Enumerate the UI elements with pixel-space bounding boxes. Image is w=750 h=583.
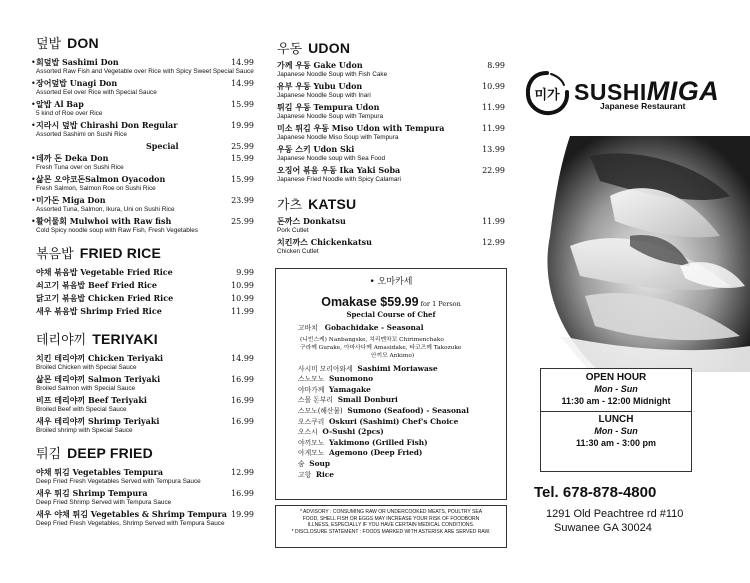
item-name: 비프 테리야끼 Beef Teriyaki [36,395,147,405]
don-section-title [36,33,262,53]
teriyaki-list [0,353,262,435]
menu-item [31,120,256,139]
open-hour-days: Mon - Sun [594,384,638,394]
item-bullet: • [31,175,36,184]
open-hour-heading: OPEN HOUR [585,372,647,383]
item-name: 가께 우동 Gake Udon [277,60,363,70]
item-name: 새우 야채 튀김 Vegetables & Shrimp Tempura [36,509,227,519]
omakase-course-list [298,323,503,480]
item-bullet: • [31,79,36,88]
omakase-course-row [298,374,503,385]
logo-mark-text: 미가 [534,88,560,103]
item-price: 16.99 [231,417,254,426]
item-price: 19.99 [231,510,254,519]
item-description: Japanese Fried Noodle with Spicy Calamari [277,176,401,183]
course-korean: 야마가께 [298,385,325,394]
fried-list [0,467,262,528]
course-english: Sunomono [328,374,374,384]
menu-item [31,78,256,97]
item-description: Japanese Noodle Soup with Tempura [277,113,384,120]
teriyaki-title-korean: 테리야끼 [36,333,87,348]
menu-item [277,165,507,184]
item-name: 지라시 덮밥 Chirashi Don Regular [36,120,178,130]
menu-item [277,216,507,235]
omakase-course-row [298,448,503,459]
omakase-heading: • 오마카세 [369,277,413,287]
advisory-line-3: ILLNESS, ESPECIALLY IF YOU HAVE CERTAIN MEDICAL CONDITIONS. [307,522,475,529]
advisory-box [275,505,507,548]
course-korean: 스몰 돈부리 [298,396,333,405]
menu-item [36,467,256,486]
special-price: 25.99 [231,142,254,151]
menu-item [36,267,256,278]
course-english: Yakimono (Grilled Fish) [328,437,428,447]
course-english: Sumono (Seafood) - Seasonal [347,405,469,415]
item-price: 16.99 [231,489,254,498]
course-english: Sashimi Moriawase [357,363,438,373]
left-menu-column [0,0,262,530]
teriyaki-section-title [36,329,262,349]
item-description: Fresh Salmon, Salmon Roe on Sushi Rice [36,185,156,192]
menu-item [277,60,507,79]
item-description: Broiled Beef with Special Sauce [36,406,127,413]
fried-title-english: DEEP FRIED [67,445,153,461]
menu-item [36,509,256,528]
item-price: 15.99 [231,175,254,184]
course-korean: 숨 [298,459,305,468]
course-english: Gobachidake - Seasonal [324,323,424,332]
course-korean: 야끼모노 [298,438,325,447]
course-korean: 스노모노 [298,375,325,384]
item-name: 삶몬 오야코돈Salmon Oyacodon [36,174,166,184]
item-description: Deep Fried Shrimp Served with Tempura Sauce [36,499,172,506]
item-description: Assorted Tuna, Salmon, Ikura, Uni on Sushi Rice [36,206,175,213]
item-name: 알밥 Al Bap [36,99,84,109]
item-price: 9.99 [236,268,254,277]
menu-item [277,123,507,142]
item-description: Japanese Noodle Soup with Fish Cake [277,71,388,78]
item-name: 치킨 테리야끼 Chicken Teriyaki [36,353,164,363]
fried-section-title [36,443,262,463]
item-price: 11.99 [482,103,505,112]
item-name: 장어덮밥 Unagi Don [36,78,118,88]
item-price: 10.99 [231,294,254,303]
item-price: 25.99 [231,217,254,226]
omakase-course-row [298,438,503,449]
item-description: Japanese Noodle soup with Sea Food [277,155,386,162]
udon-section-title [277,38,515,58]
menu-item [31,153,256,172]
omakase-course-row [298,364,503,375]
item-bullet: • [31,154,36,163]
menu-item [31,195,256,214]
menu-item [36,395,256,414]
course-english: Agemono (Deep Fried) [328,448,423,458]
item-name: 야채 튀김 Vegetables Tempura [36,467,164,477]
right-info-column [520,0,750,583]
menu-item [277,144,507,163]
lunch-days: Mon - Sun [594,426,638,436]
item-name: 미소 튀김 우동 Miso Udon with Tempura [277,123,445,133]
omakase-course-row [298,395,503,406]
don-list [0,57,262,139]
menu-item [31,57,256,76]
item-price: 16.99 [231,396,254,405]
item-description: Japanese Noodle Soup with Inari [277,92,371,99]
menu-item [31,174,256,193]
menu-item [277,81,507,100]
omakase-detail-1: (니빈스케) Nanbangske, 치리멘차꼬 Chirimenchako [300,336,444,343]
item-price: 19.99 [231,121,254,130]
omakase-course-row [298,406,503,417]
item-price: 16.99 [231,375,254,384]
item-name: 오징어 볶음 우동 Ika Yaki Soba [277,165,401,175]
omakase-course-row [298,323,503,334]
katsu-title-korean: 가츠 [277,198,303,213]
open-hour-time: 11:30 am - 12:00 Midnight [561,396,671,406]
item-bullet: • [31,121,36,130]
menu-item [31,216,256,235]
omakase-course-row [298,385,503,396]
item-name: 데까 돈 Deka Don [36,153,109,163]
course-korean: 고항 [298,470,312,479]
item-name: 유부 우동 Yubu Udon [277,81,363,91]
udon-title-korean: 우동 [277,42,303,57]
course-korean: 오스시 [298,428,318,437]
item-description: Chicken Cutlet [277,248,319,255]
item-name: 새우 튀김 Shrimp Tempura [36,488,148,498]
omakase-course-row [298,417,503,428]
omakase-detail-3: 안끼모 Ankimo) [370,352,415,359]
item-name: 미가돈 Miga Don [36,195,106,205]
menu-item [36,306,256,317]
item-price: 8.99 [487,61,505,70]
course-english: Small Donburi [337,395,398,405]
item-price: 11.99 [482,124,505,133]
fried-title-korean: 튀김 [36,447,62,462]
lunch-heading: LUNCH [598,414,634,425]
omakase-course-row [298,427,503,438]
telephone: Tel. 678-878-4800 [534,484,657,501]
chirashi-special [36,141,256,153]
item-price: 13.99 [482,145,505,154]
item-name: 튀김 우동 Tempura Udon [277,102,380,112]
address-line-2: Suwanee GA 30024 [554,522,652,534]
item-price: 22.99 [482,166,505,175]
special-label: Special [146,141,179,151]
item-name: 야채 볶음밥 Vegetable Fried Rice [36,267,173,277]
item-name: 삶몬 테리야끼 Salmon Teriyaki [36,374,161,384]
item-price: 10.99 [482,82,505,91]
omakase-per-person: for 1 Person [418,300,461,308]
advisory-line-2: FOOD, SHELL FISH OR EGGS MAY INCREASE YOUR RISK OF FOODBORN [302,515,480,522]
course-english: O-Sushi (2pcs) [322,427,384,437]
teriyaki-title-english: TERIYAKI [92,331,158,347]
item-price: 23.99 [231,196,254,205]
restaurant-logo [520,66,750,126]
menu-item [36,488,256,507]
logo-sushi: SUSHI [574,79,647,105]
logo-subtitle: Japanese Restaurant [600,101,686,111]
item-bullet: • [31,196,36,205]
item-name: 우동 스키 Udon Ski [277,144,355,154]
item-price: 11.99 [482,217,505,226]
item-price: 11.99 [231,307,254,316]
udon-list [265,60,515,184]
item-bullet: • [31,100,36,109]
omakase-course-row [298,470,503,481]
katsu-list [265,216,515,256]
item-price: 14.99 [231,354,254,363]
item-description: Broiled shrimp with Special Sauce [36,427,133,434]
lunch-time: 11:30 am - 3:00 pm [575,438,657,448]
omakase-subtitle: Special Course of Chef [346,310,436,319]
item-description: Broiled Chicken with Special Sauce [36,364,137,371]
item-price: 14.99 [231,58,254,67]
item-name: 새우 볶음밥 Shrimp Fried Rice [36,306,162,316]
item-description: Assorted Sashimi on Sushi Rice [36,131,127,138]
item-description: Assorted Raw Fish and Vegetable over Rice with Spicy Sweet Special Sauce [36,68,254,75]
item-price: 12.99 [231,468,254,477]
menu-item [36,293,256,304]
course-korean: 아게모노 [298,449,325,458]
item-name: 쇠고기 볶음밥 Beef Fried Rice [36,280,158,290]
item-description: Assorted Eel over Rice with Special Sauce [36,89,157,96]
item-description: Fresh Tuna over on Sushi Rice [36,164,124,171]
menu-item [36,416,256,435]
item-price: 15.99 [231,100,254,109]
item-bullet: • [31,58,36,67]
brush-circle-logo-icon [524,70,570,116]
menu-item [36,374,256,393]
item-name: 새우 테리야끼 Shrimp Teriyaki [36,416,160,426]
omakase-box [275,268,507,500]
omakase-price-title: Omakase $59.99 [321,295,419,309]
rice-title-korean: 볶음밥 [36,247,74,262]
course-english: Soup [309,458,331,468]
don-list-2 [0,153,262,235]
omakase-detail-2: 구라께 Gurake, 아마사다께 Amasidake, 타코즈께 Takozuke [300,344,462,351]
item-price: 12.99 [482,238,505,247]
omakase-course-row [298,459,503,470]
omakase-rows [298,364,503,481]
item-description: Japanese Noodle Miso Soup with Tempura [277,134,399,141]
item-name: 치킨까스 Chickenkatsu [277,237,372,247]
don-title-english: DON [67,35,99,51]
omakase-title [276,291,506,310]
item-description: Pork Cutlet [277,227,309,234]
advisory-line-4: * DISCLOSURE STATEMENT : FOODS MARKED WITH ASTERISK ARE SERVED RAW. [291,528,491,535]
item-description: Broiled Salmon with Special Sauce [36,385,136,392]
menu-item [36,353,256,372]
course-korean: 고바치 [298,324,318,332]
item-price: 14.99 [231,79,254,88]
rice-title-english: FRIED RICE [79,245,162,261]
udon-title-english: UDON [308,40,351,56]
item-name: 활어물회 Mulwhoi with Raw fish [36,216,172,226]
item-name: 회덮밥 Sashimi Don [36,57,119,67]
item-name: 닭고기 볶음밥 Chicken Fried Rice [36,293,174,303]
course-korean: 오스쿠리 [298,417,325,426]
course-english: Oskuri (Sashimi) Chef's Choice [328,416,459,426]
logo-miga: MIGA [646,76,720,106]
item-bullet: • [31,217,36,226]
address-line-1: 1291 Old Peachtree rd #110 [546,508,684,520]
sashimi-photo [530,136,750,372]
course-english: Yamagake [328,384,371,394]
advisory-line-1: * ADVISORY : CONSUMING RAW OR UNDERCOOKED MEATS, POULTRY SEA [299,509,483,515]
item-description: 5 kind of Roe over Rice [36,110,103,117]
item-name: 돈까스 Donkatsu [277,216,346,226]
item-description: Cold Spicy noodle soup with Raw Fish, Fresh Vegetables [36,227,198,234]
menu-item [277,237,507,256]
course-korean: 사시미 모리아와세 [298,364,353,373]
rice-section-title [36,243,262,263]
item-price: 10.99 [231,281,254,290]
hours-box [540,368,692,472]
katsu-title-english: KATSU [308,196,357,212]
rice-list [0,267,262,317]
item-price: 15.99 [231,154,254,163]
katsu-section-title [277,194,515,214]
course-english: Rice [315,469,334,479]
item-description: Deep Fried Fresh Vegetables, Shrimp Served with Tempura Sauce [36,520,225,527]
course-korean: 스모노(해산물) [298,406,343,415]
menu-item [277,102,507,121]
don-title-korean: 덮밥 [36,37,62,52]
menu-item [31,99,256,118]
menu-item [36,280,256,291]
item-description: Deep Fried Fresh Vegetables Served with Tempura Sauce [36,478,201,485]
middle-menu-column [265,0,515,535]
